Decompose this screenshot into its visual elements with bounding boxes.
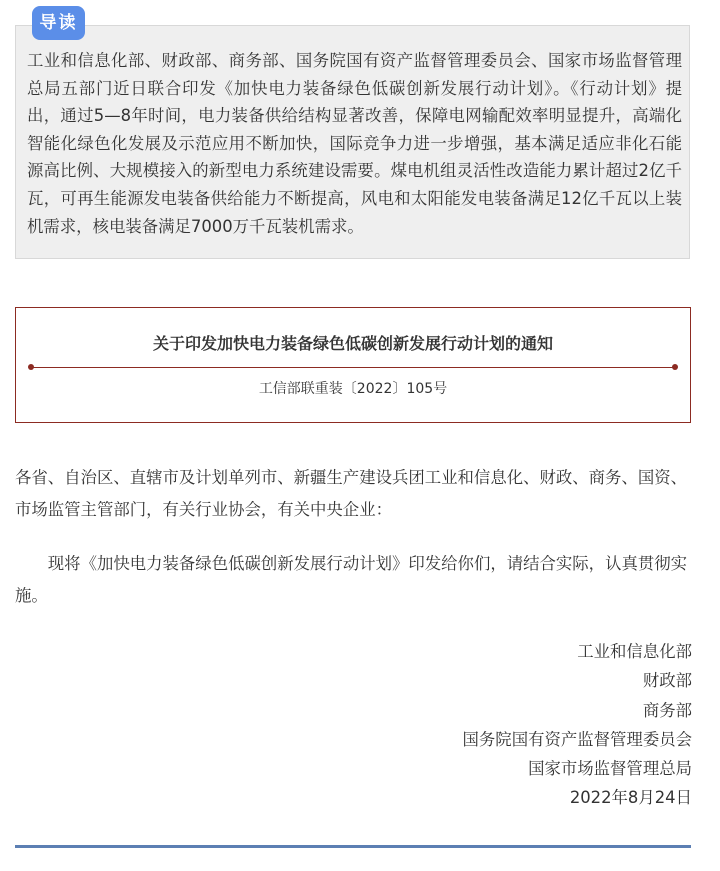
notice-title: 关于印发加快电力装备绿色低碳创新发展行动计划的通知	[152, 334, 553, 353]
recipients-paragraph: 各省、自治区、直辖市及计划单列市、新疆生产建设兵团工业和信息化、财政、商务、国资、市场监管主管部门，有关行业协会，有关中央企业：	[15, 468, 688, 519]
intro-box	[15, 25, 690, 259]
signature-line: 工业和信息化部	[577, 642, 692, 661]
divider-dot-left	[28, 364, 34, 370]
notice-box	[15, 307, 691, 423]
signature-line: 财政部	[642, 671, 692, 691]
divider-dot-right	[672, 364, 678, 370]
intro-text: 工业和信息化部、财政部、商务部、国务院国有资产监督管理委员会、国家市场监督管理总局五部门近日联合印发《加快电力装备绿色低碳创新发展行动计划》。《行动计划》提出，通过5—8年时间，电力装备供给结构显著改善，保障电网输配效率明显提升，高端化智能化绿色化发展及示范应用不断加快，国际竞争力进一步增强，基本满足适应非化石能源高比例、大规模接入的新型电力系统建设需要。煤电机组灵活性改造能力累计超过2亿千瓦，可再生能源发电装备供给能力不断提高，风电和太阳能发电装备满足12亿千瓦以上装机需求，核电装备满足7000万千瓦装机需求。	[27, 51, 682, 236]
notice-divider	[31, 367, 675, 368]
body-paragraph: 现将《加快电力装备绿色低碳创新发展行动计划》印发给你们，请结合实际，认真贯彻实施。	[15, 554, 688, 605]
signature-block	[463, 637, 692, 813]
signature-line: 国务院国有资产监督管理委员会	[462, 729, 692, 749]
signature-line: 国家市场监督管理总局	[528, 759, 692, 779]
notice-doc-number: 工信部联重装〔2022〕105号	[258, 381, 448, 397]
bottom-rule	[15, 845, 691, 848]
intro-badge: 导读	[32, 6, 85, 40]
signature-date: 2022年8月24日	[569, 788, 692, 808]
signature-line: 商务部	[642, 700, 692, 720]
